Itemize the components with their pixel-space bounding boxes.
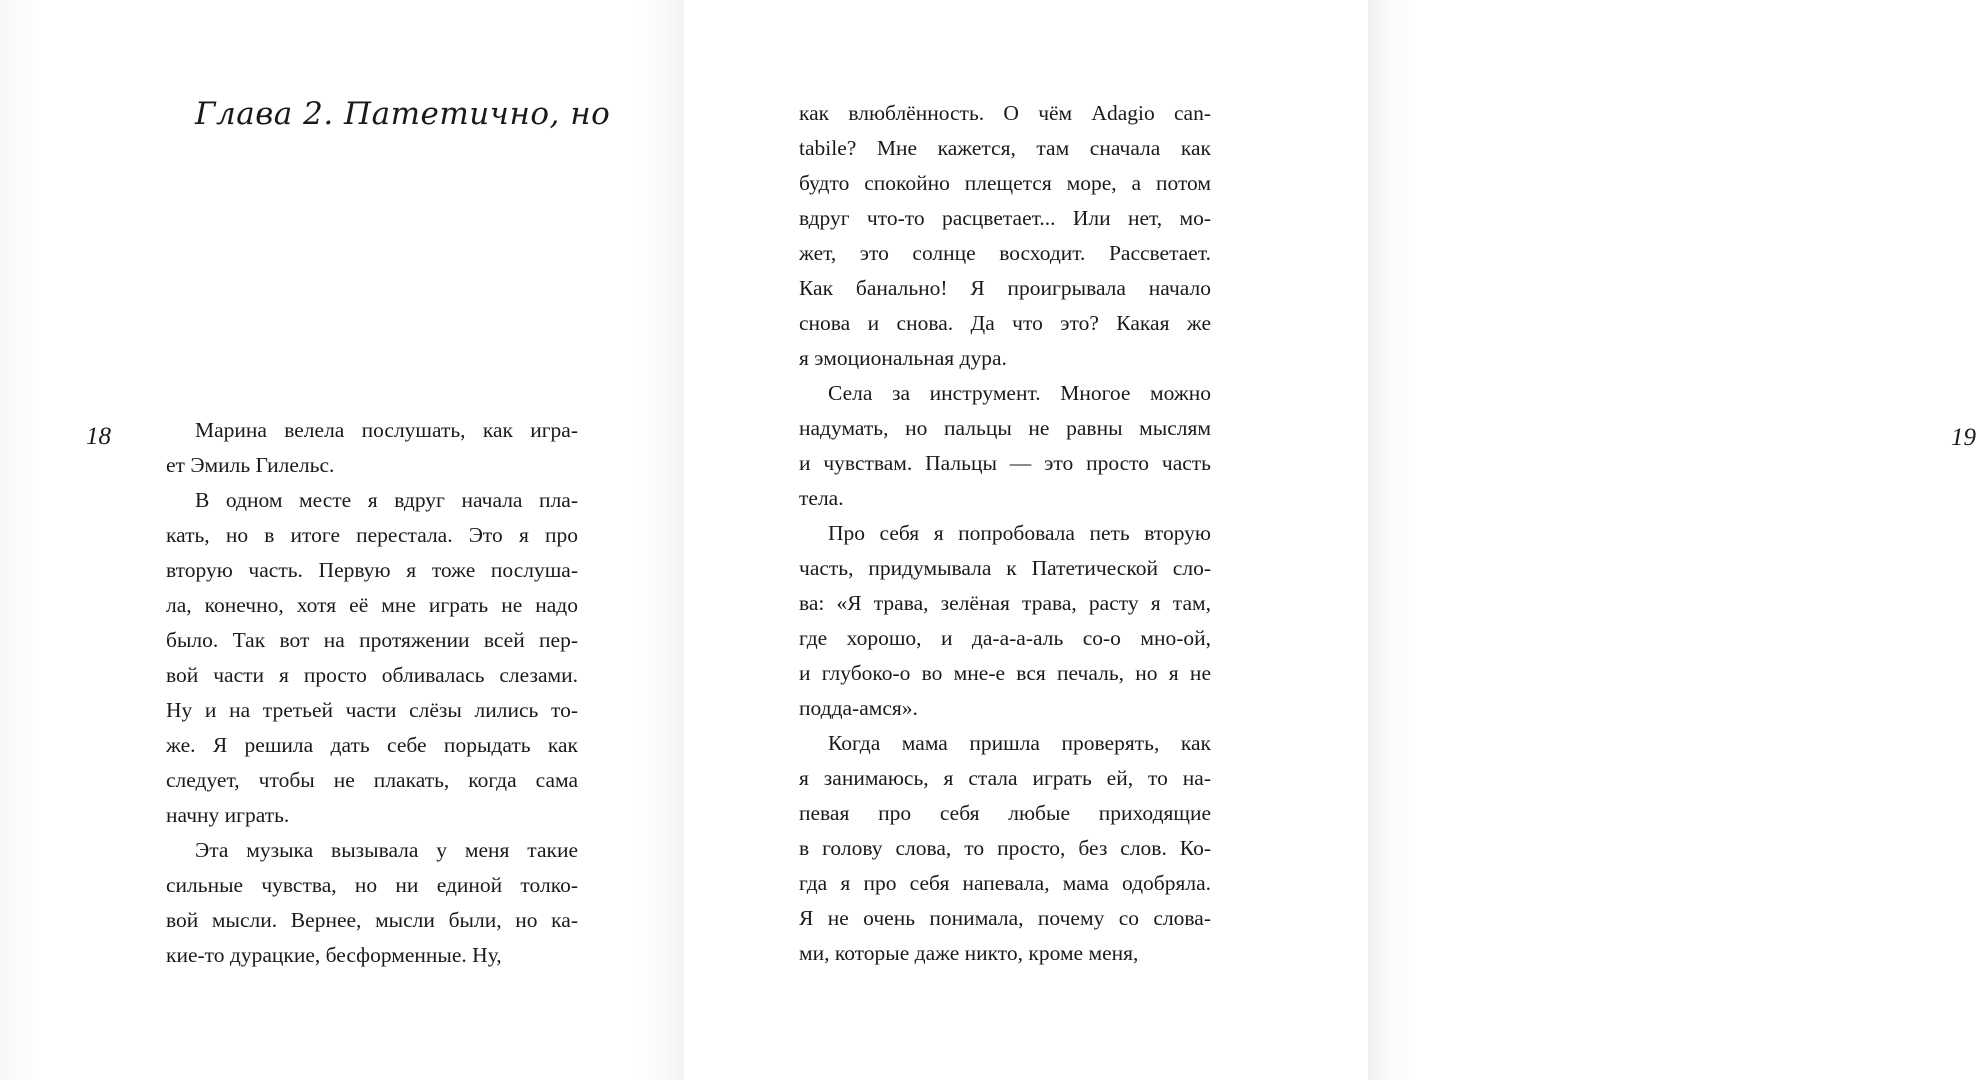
text-line: жет, это солнце восходит. Рассветает. <box>799 241 1211 265</box>
paragraph <box>166 413 578 483</box>
text-line: и глубоко-о во мне-е вся печаль, но я не <box>799 661 1211 685</box>
paragraph <box>799 376 1211 516</box>
left-page-text <box>166 413 578 973</box>
text-line: Эта музыка вызывала у меня такие <box>195 838 578 862</box>
text-line: в голову слова, то просто, без слов. Ко- <box>799 836 1211 860</box>
text-line: сильные чувства, но ни единой толко- <box>166 873 578 897</box>
page-number-right: 19 <box>1951 424 1976 451</box>
text-line: tabile? Мне кажется, там сначала как <box>799 136 1211 160</box>
paragraph <box>799 726 1211 971</box>
text-line: следует, чтобы не плакать, когда сама <box>166 768 578 792</box>
text-line: начну играть. <box>166 803 290 827</box>
right-gutter-shadow <box>1368 0 1418 1080</box>
text-line: снова и снова. Да что это? Какая же <box>799 311 1211 335</box>
text-line: Про себя я попробовала петь вторую <box>828 521 1211 545</box>
text-line: певая про себя любые приходящие <box>799 801 1211 825</box>
right-page-text <box>799 96 1211 971</box>
text-line: как влюблённость. О чём Adagio can- <box>799 101 1211 125</box>
text-line: В одном месте я вдруг начала пла- <box>195 488 578 512</box>
text-line: вторую часть. Первую я тоже послуша- <box>166 558 578 582</box>
text-line: тела. <box>799 486 844 510</box>
text-line: ет Эмиль Гилельс. <box>166 453 335 477</box>
text-line: я занимаюсь, я стала играть ей, то на- <box>799 766 1211 790</box>
text-line: Когда мама пришла проверять, как <box>828 731 1211 755</box>
text-line: Села за инструмент. Многое можно <box>828 381 1211 405</box>
paragraph <box>166 483 578 833</box>
paragraph <box>799 96 1211 376</box>
text-line: и чувствам. Пальцы — это просто часть <box>799 451 1211 475</box>
text-line: вдруг что-то расцветает... Или нет, мо- <box>799 206 1211 230</box>
text-line: вой мысли. Вернее, мысли были, но ка- <box>166 908 578 932</box>
text-line: Как банально! Я проигрывала начало <box>799 276 1211 300</box>
chapter-title: Глава 2. Патетично, но <box>195 96 611 132</box>
text-line: кать, но в итоге перестала. Это я про <box>166 523 578 547</box>
text-line: будто спокойно плещется море, а потом <box>799 171 1211 195</box>
paragraph <box>166 833 578 973</box>
text-line: я эмоциональная дура. <box>799 346 1007 370</box>
text-line: часть, придумывала к Патетической сло- <box>799 556 1211 580</box>
left-gutter-shadow <box>634 0 684 1080</box>
text-line: было. Так вот на протяжении всей пер- <box>166 628 578 652</box>
text-line: Марина велела послушать, как игра- <box>195 418 578 442</box>
text-line: Ну и на третьей части слёзы лились то- <box>166 698 578 722</box>
text-line: же. Я решила дать себе порыдать как <box>166 733 578 757</box>
left-outer-edge <box>0 0 40 1080</box>
left-page <box>0 0 684 1080</box>
page-number-left: 18 <box>86 423 111 450</box>
text-line: гда я про себя напевала, мама одобряла. <box>799 871 1211 895</box>
text-line: Я не очень понимала, почему со слова- <box>799 906 1211 930</box>
text-line: надумать, но пальцы не равны мыслям <box>799 416 1211 440</box>
paragraph <box>799 516 1211 726</box>
text-line: ми, которые даже никто, кроме меня, <box>799 941 1139 965</box>
text-line: ва: «Я трава, зелёная трава, расту я там, <box>799 591 1211 615</box>
text-line: вой части я просто обливалась слезами. <box>166 663 578 687</box>
text-line: где хорошо, и да-а-а-аль со-о мно-ой, <box>799 626 1211 650</box>
text-line: кие-то дурацкие, бесформенные. Ну, <box>166 943 502 967</box>
text-line: подда-амся». <box>799 696 918 720</box>
text-line: ла, конечно, хотя её мне играть не надо <box>166 593 578 617</box>
